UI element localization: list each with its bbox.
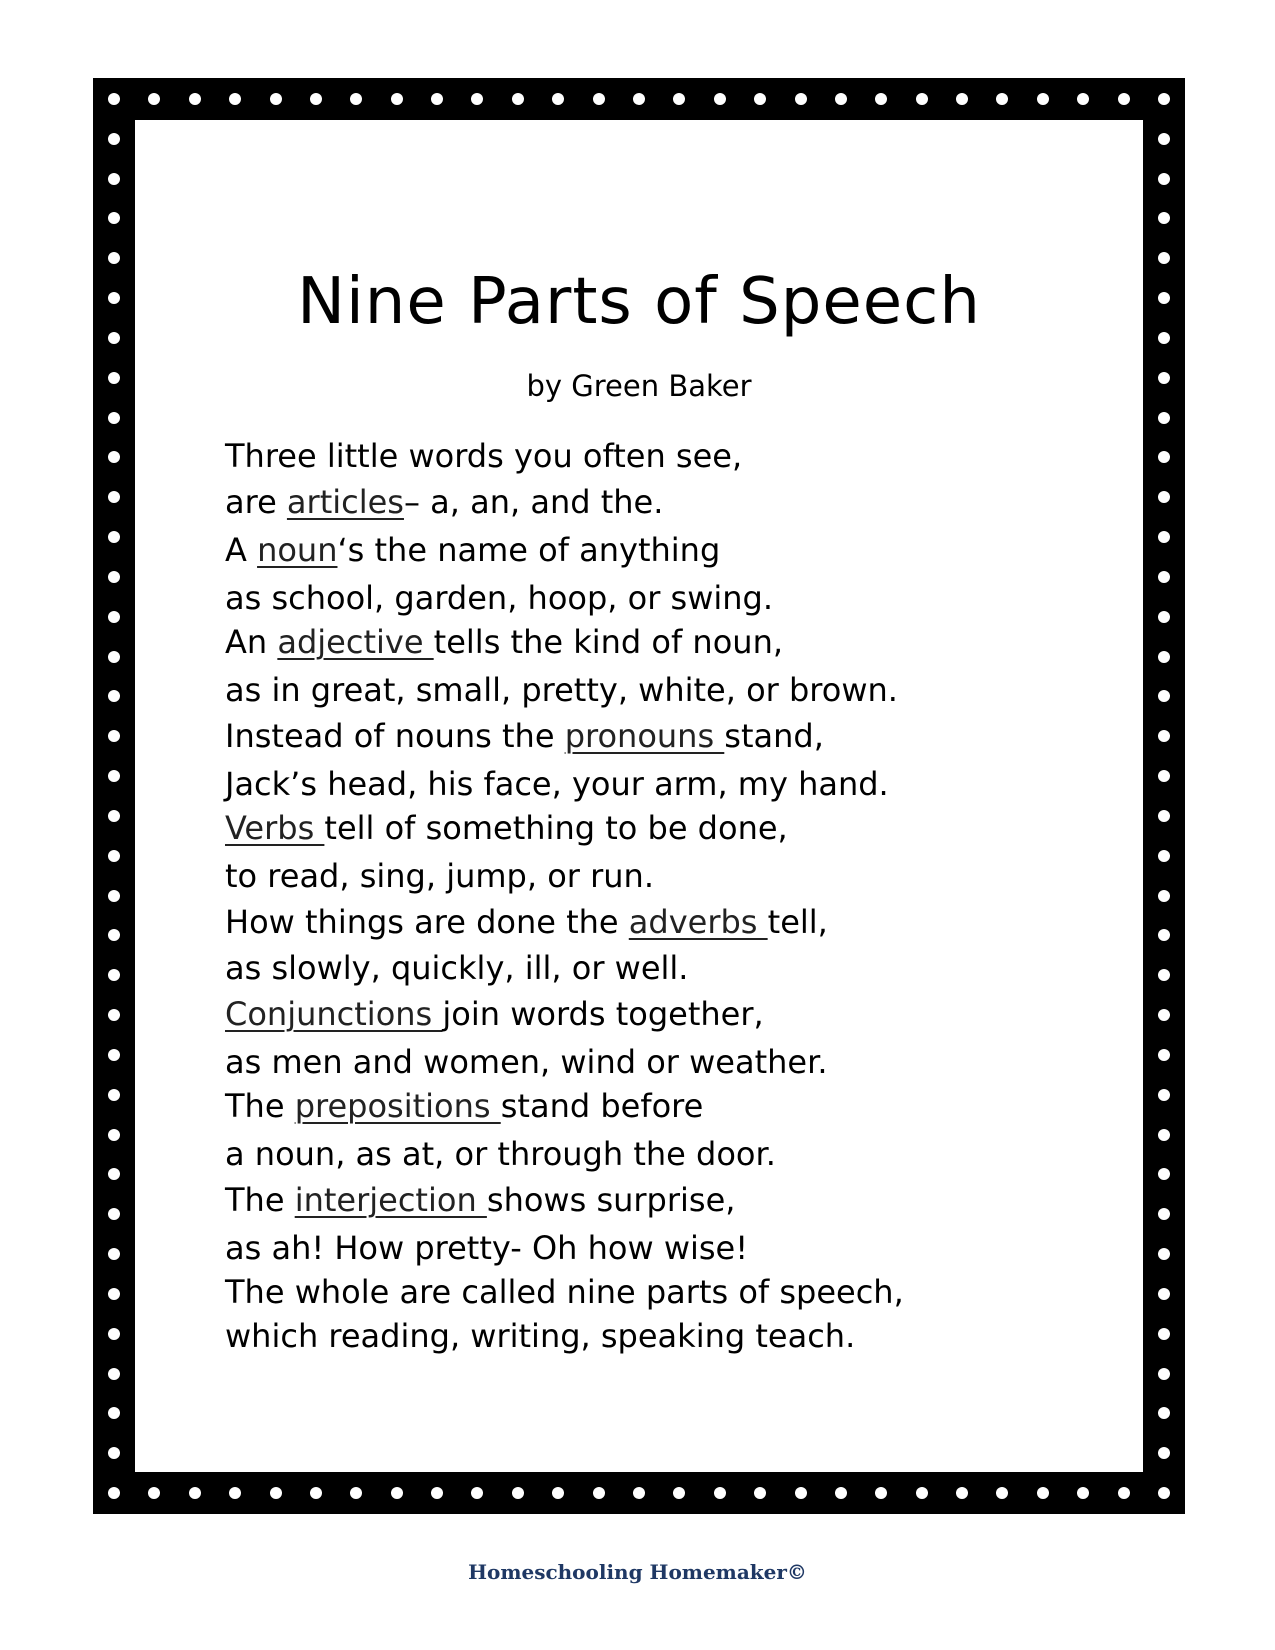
border-dot <box>108 890 120 902</box>
poem-line: An adjective tells the kind of noun, <box>225 623 784 661</box>
border-dot <box>714 1487 726 1499</box>
poem-line: as school, garden, hoop, or swing. <box>225 579 774 617</box>
border-dot <box>229 93 241 105</box>
border-dot <box>108 1208 120 1220</box>
border-dot <box>714 93 726 105</box>
term-conjunctions: Conjunctions <box>225 995 443 1033</box>
border-dot <box>673 93 685 105</box>
border-dot <box>593 93 605 105</box>
border-dot <box>673 1487 685 1499</box>
border-dot <box>1158 770 1170 782</box>
poem-line: How things are done the adverbs tell, <box>225 903 828 941</box>
border-dot <box>1158 332 1170 344</box>
border-dot <box>108 1009 120 1021</box>
border-dot <box>148 1487 160 1499</box>
border-dot <box>108 571 120 583</box>
border-dot <box>795 1487 807 1499</box>
border-dot <box>108 810 120 822</box>
author-byline: by Green Baker <box>526 369 752 403</box>
border-dot <box>189 93 201 105</box>
border-dot <box>310 1487 322 1499</box>
border-dot <box>108 690 120 702</box>
border-dot <box>108 412 120 424</box>
border-dot <box>148 93 160 105</box>
term-verbs: Verbs <box>225 809 325 847</box>
border-dot <box>835 93 847 105</box>
border-dot <box>108 1288 120 1300</box>
border-dot <box>1037 1487 1049 1499</box>
border-dot <box>1158 531 1170 543</box>
border-dot <box>431 93 443 105</box>
border-dot <box>108 451 120 463</box>
border-dot <box>108 611 120 623</box>
border-dot <box>875 93 887 105</box>
page-title: Nine Parts of Speech <box>297 265 981 339</box>
border-dot <box>1158 173 1170 185</box>
border-dot <box>1158 1328 1170 1340</box>
border-dot <box>956 1487 968 1499</box>
polka-dot-border-frame <box>93 78 1185 1514</box>
border-dot <box>835 1487 847 1499</box>
border-dot <box>1158 1129 1170 1141</box>
term-articles: articles <box>286 483 404 521</box>
border-dot <box>108 133 120 145</box>
border-dot <box>108 1447 120 1459</box>
poem-line: a noun, as at, or through the door. <box>225 1135 776 1173</box>
border-dot <box>1158 93 1170 105</box>
border-dot <box>108 1248 120 1260</box>
border-dot <box>1158 690 1170 702</box>
border-dot <box>996 1487 1008 1499</box>
border-dot <box>108 1129 120 1141</box>
border-dot <box>108 770 120 782</box>
border-dot <box>108 969 120 981</box>
poem-line: to read, sing, jump, or run. <box>225 857 654 895</box>
border-dot <box>108 1089 120 1101</box>
border-dot <box>108 252 120 264</box>
poem-line: The whole are called nine parts of speech, <box>225 1273 904 1311</box>
border-dot <box>108 173 120 185</box>
border-dot <box>270 93 282 105</box>
border-dot <box>1158 1288 1170 1300</box>
border-dot <box>633 1487 645 1499</box>
border-dot <box>1037 93 1049 105</box>
border-dot <box>391 93 403 105</box>
border-dot <box>350 1487 362 1499</box>
border-dot <box>108 531 120 543</box>
border-dot <box>1158 850 1170 862</box>
border-dot <box>108 1328 120 1340</box>
poem-line: A noun‘s the name of anything <box>225 531 721 569</box>
border-dot <box>108 93 120 105</box>
border-dot <box>1077 1487 1089 1499</box>
poem-line: The prepositions stand before <box>225 1087 704 1125</box>
border-dot <box>1118 1487 1130 1499</box>
border-dot <box>1158 1049 1170 1061</box>
border-dot <box>108 491 120 503</box>
border-dot <box>431 1487 443 1499</box>
border-dot <box>633 93 645 105</box>
border-dot <box>1158 212 1170 224</box>
border-dot <box>391 1487 403 1499</box>
border-dot <box>552 1487 564 1499</box>
poem-line: which reading, writing, speaking teach. <box>225 1317 856 1355</box>
border-dot <box>1158 1009 1170 1021</box>
border-dot <box>1158 1248 1170 1260</box>
border-dot <box>996 93 1008 105</box>
border-dot <box>1158 252 1170 264</box>
border-dot <box>1158 292 1170 304</box>
border-dot <box>754 93 766 105</box>
border-dot <box>916 93 928 105</box>
border-dot <box>1158 1208 1170 1220</box>
border-dot <box>875 1487 887 1499</box>
border-dot <box>1158 1447 1170 1459</box>
term-prepositions: prepositions <box>294 1087 501 1125</box>
border-dot <box>593 1487 605 1499</box>
border-dot <box>512 93 524 105</box>
border-dot <box>1158 611 1170 623</box>
poem-line: Three little words you often see, <box>225 437 743 475</box>
border-dot <box>310 93 322 105</box>
border-dot <box>108 1487 120 1499</box>
term-interjection: interjection <box>294 1181 487 1219</box>
border-dot <box>1158 810 1170 822</box>
border-dot <box>108 651 120 663</box>
term-noun: noun <box>257 531 338 569</box>
poem-panel <box>135 120 1143 1472</box>
border-dot <box>1158 1368 1170 1380</box>
border-dot <box>1158 929 1170 941</box>
border-dot <box>1077 93 1089 105</box>
term-pronouns: pronouns <box>564 717 725 755</box>
border-dot <box>229 1487 241 1499</box>
border-dot <box>1158 571 1170 583</box>
term-adjective: adjective <box>277 623 434 661</box>
border-dot <box>1158 890 1170 902</box>
border-dot <box>350 93 362 105</box>
border-dot <box>1158 651 1170 663</box>
border-dot <box>108 332 120 344</box>
poem-line: are articles– a, an, and the. <box>225 483 664 521</box>
border-dot <box>1118 93 1130 105</box>
term-adverbs: adverbs <box>628 903 768 941</box>
border-dot <box>1158 491 1170 503</box>
poem-line: as ah! How pretty- Oh how wise! <box>225 1229 749 1267</box>
poem-line: Instead of nouns the pronouns stand, <box>225 717 824 755</box>
border-dot <box>108 1407 120 1419</box>
border-dot <box>1158 412 1170 424</box>
border-dot <box>552 93 564 105</box>
border-dot <box>1158 133 1170 145</box>
poem-line: as men and women, wind or weather. <box>225 1043 828 1081</box>
border-dot <box>1158 1407 1170 1419</box>
poem-line: as slowly, quickly, ill, or well. <box>225 949 689 987</box>
border-dot <box>108 372 120 384</box>
border-dot <box>1158 1487 1170 1499</box>
poem-line: Verbs tell of something to be done, <box>225 809 788 847</box>
poem-line: Conjunctions join words together, <box>225 995 764 1033</box>
border-dot <box>795 93 807 105</box>
poem-line: as in great, small, pretty, white, or brown. <box>225 671 898 709</box>
border-dot <box>1158 451 1170 463</box>
border-dot <box>916 1487 928 1499</box>
border-dot <box>108 929 120 941</box>
border-dot <box>956 93 968 105</box>
border-dot <box>108 730 120 742</box>
border-dot <box>1158 372 1170 384</box>
border-dot <box>754 1487 766 1499</box>
border-dot <box>270 1487 282 1499</box>
border-dot <box>1158 1089 1170 1101</box>
border-dot <box>108 292 120 304</box>
border-dot <box>189 1487 201 1499</box>
border-dot <box>108 212 120 224</box>
border-dot <box>108 850 120 862</box>
copyright-footer: Homeschooling Homemaker© <box>468 1560 807 1584</box>
border-dot <box>108 1049 120 1061</box>
border-dot <box>1158 730 1170 742</box>
border-dot <box>108 1368 120 1380</box>
border-dot <box>512 1487 524 1499</box>
border-dot <box>108 1168 120 1180</box>
border-dot <box>471 93 483 105</box>
border-dot <box>1158 1168 1170 1180</box>
poem-line: Jack’s head, his face, your arm, my hand. <box>225 765 889 803</box>
border-dot <box>1158 969 1170 981</box>
poem-line: The interjection shows surprise, <box>225 1181 736 1219</box>
border-dot <box>471 1487 483 1499</box>
